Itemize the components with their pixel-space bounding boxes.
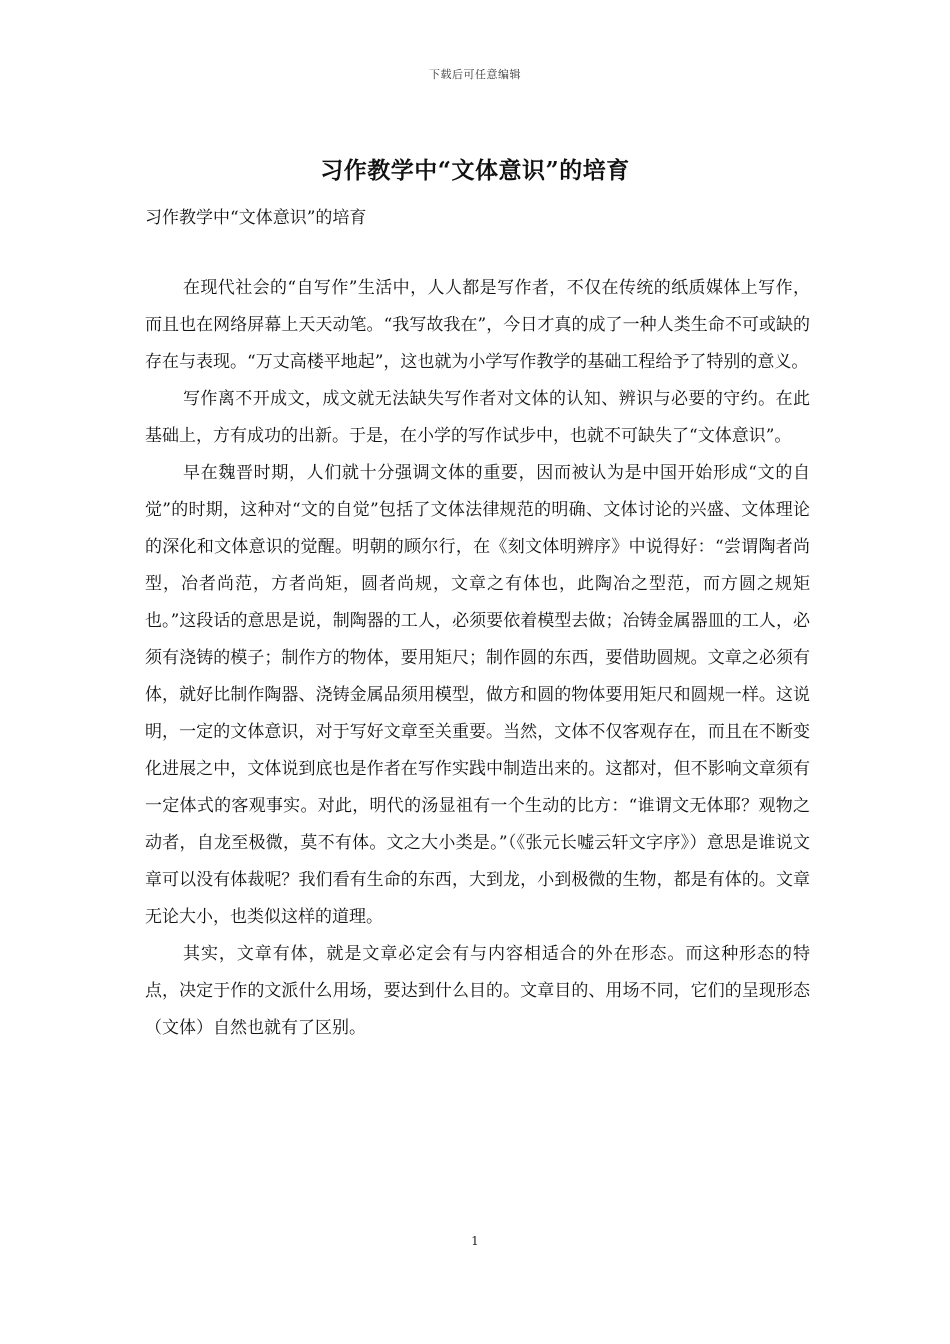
paragraph: 早在魏晋时期，人们就十分强调文体的重要，因而被认为是中国开始形成“文的自觉”的时期，这种对“文的自觉”包括了文体法律规范的明确、文体讨论的兴盛、文体理论的深化和文体意识的觉醒。明朝的顾尔行，在《刻文体明辨序》中说得好：“尝谓陶者尚型，冶者尚范，方者尚矩，圆者尚规，文章之有体也，此陶冶之型范，而方圆之规矩也。”这段话的意思是说，制陶器的工人，必须要依着模型去做；冶铸金属器皿的工人，必须有浇铸的模子；制作方的物体，要用矩尺；制作圆的东西，要借助圆规。文章之必须有体，就好比制作陶器、浇铸金属品须用模型，做方和圆的物体要用矩尺和圆规一样。这说明，一定的文体意识，对于写好文章至关重要。当然，文体不仅客观存在，而且在不断变化进展之中，文体说到底也是作者在写作实践中制造出来的。这都对，但不影响文章须有一定体式的客观事实。对此，明代的汤显祖有一个生动的比方：“谁谓文无体耶？观物之动者，自龙至极微，莫不有体。文之大小类是。”（《张元长嘘云轩文字序》）意思是谁说文章可以没有体裁呢？我们看有生命的东西，大到龙，小到极微的生物，都是有体的。文章无论大小，也类似这样的道理。 <box>145 463 810 927</box>
paragraph: 写作离不开成文，成文就无法缺失写作者对文体的认知、辨识与必要的守约。在此基础上，方有成功的出新。于是，在小学的写作试步中，也就不可缺失了“文体意识”。 <box>145 389 810 446</box>
document-subtitle: 习作教学中“文体意识”的培育 <box>145 208 367 228</box>
paragraph: 在现代社会的“自写作”生活中，人人都是写作者，不仅在传统的纸质媒体上写作，而且也在网络屏幕上天天动笔。“我写故我在”，今日才真的成了一种人类生命不可或缺的存在与表现。“万丈高楼平地起”，这也就为小学写作教学的基础工程给予了特别的意义。 <box>145 278 810 372</box>
paragraph: 其实，文章有体，就是文章必定会有与内容相适合的外在形态。而这种形态的特点，决定于作的文派什么用场，要达到什么目的。文章目的、用场不同，它们的呈现形态（文体）自然也就有了区别。 <box>145 944 810 1038</box>
page-number: 1 <box>471 1234 479 1248</box>
header-note: 下载后可任意编辑 <box>429 68 521 81</box>
document-title: 习作教学中“文体意识”的培育 <box>320 157 630 184</box>
document-body <box>145 270 810 1047</box>
